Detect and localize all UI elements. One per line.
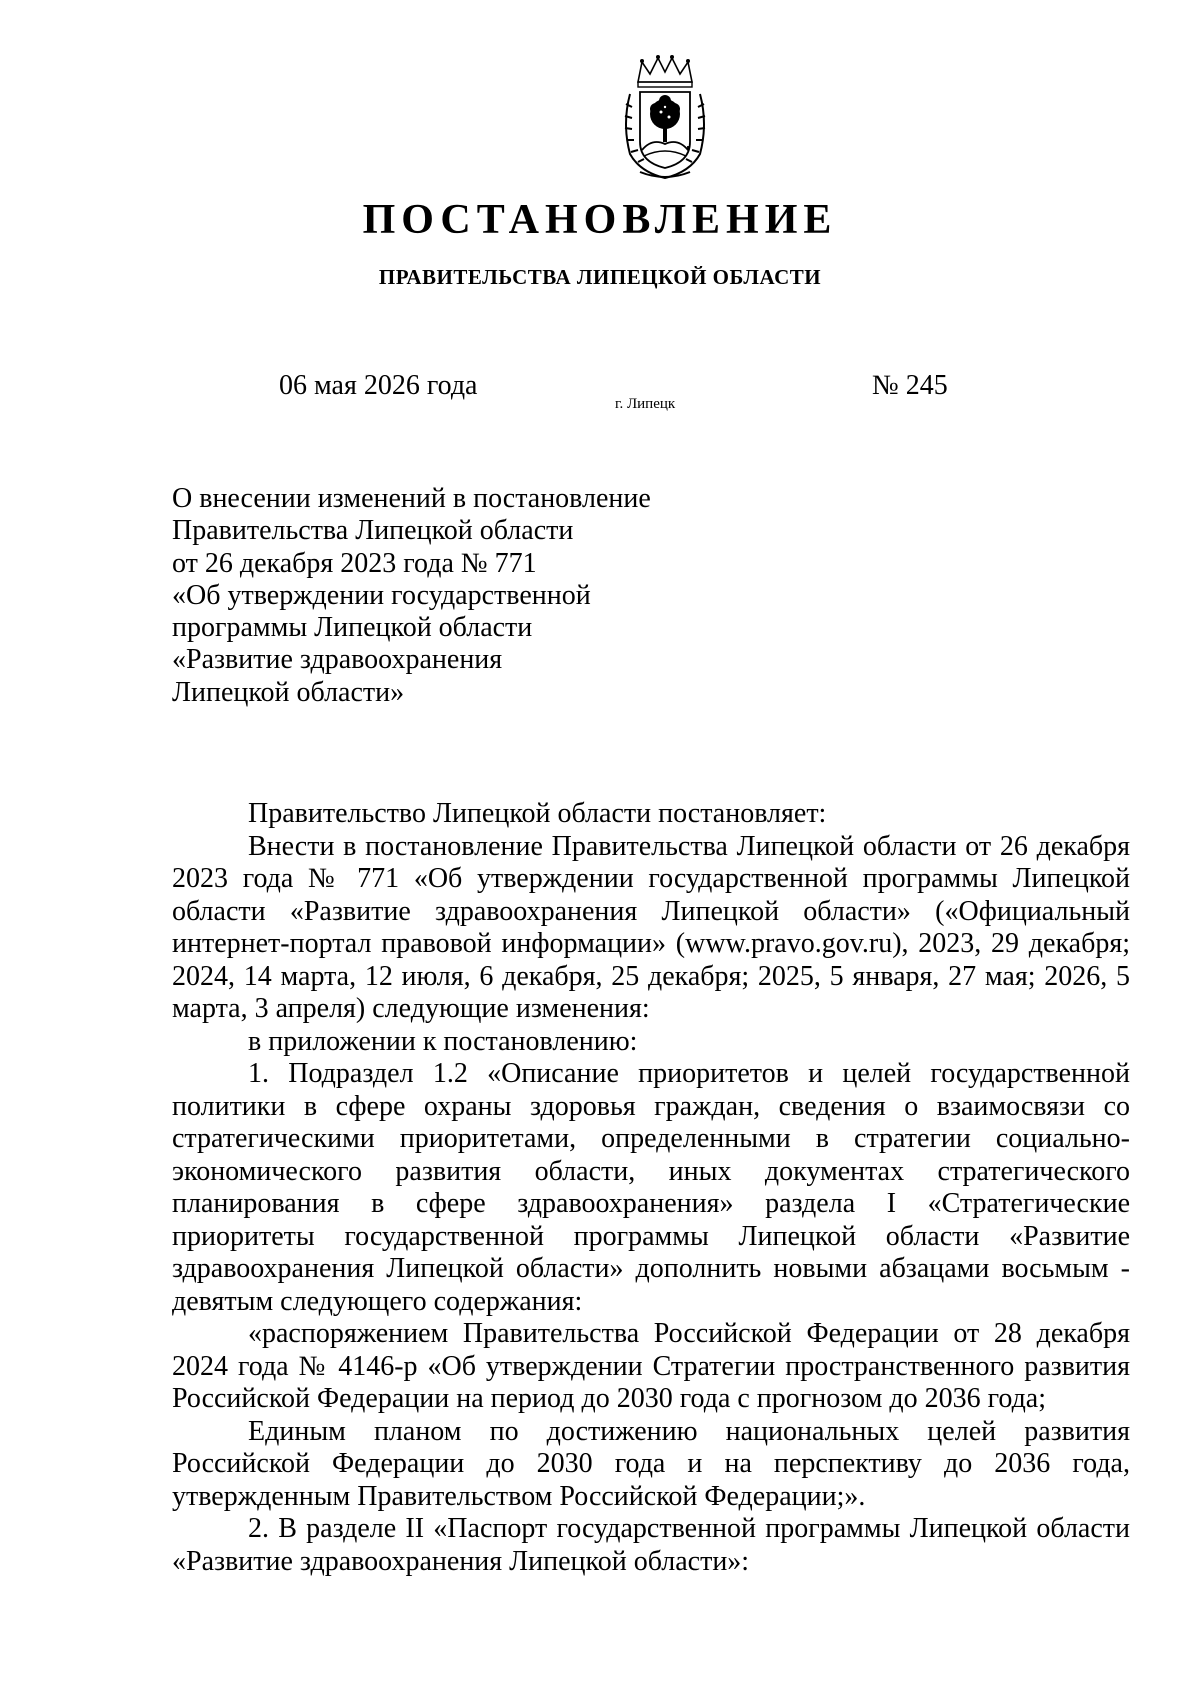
heading-line: Липецкой области» <box>172 676 405 708</box>
coat-of-arms-emblem <box>620 54 710 182</box>
document-place: г. Липецк <box>615 396 676 412</box>
body-paragraph: Внести в постановление Правительства Липецкой области от 26 декабря 2023 года № 771 «Об утверждении государственной программы Липецкой области «Развитие здравоохранения Липецкой области» («Официальный интернет-портал правовой информации» (www.pravo.gov.ru), 2023, 29 декабря; 2024, 14 марта, 12 июля, 6 декабря, 25 декабря; 2025, 5 января, 27 мая; 2026, 5 марта, 3 апреля) следующие изменения: <box>172 830 1130 1024</box>
document-date: 06 мая 2026 года <box>279 370 478 401</box>
document-body <box>172 798 1130 1578</box>
body-paragraph: в приложении к постановлению: <box>248 1025 638 1057</box>
heading-line: от 26 декабря 2023 года № 771 <box>172 547 537 579</box>
body-paragraph: 2. В разделе II «Паспорт государственной программы Липецкой области «Развитие здравоохранения Липецкой области»: <box>172 1513 1130 1577</box>
document-heading <box>172 483 772 709</box>
heading-line: «Об утверждении государственной <box>172 579 591 611</box>
document-number: № 245 <box>872 370 948 401</box>
body-paragraph: 1. Подраздел 1.2 «Описание приоритетов и целей государственной политики в сфере охраны здоровья граждан, сведения о взаимосвязи со стратегическими приоритетами, определенными в стратегии социально-экономического развития области, иных документах стратегического планирования в сфере здравоохранения» раздела I «Стратегические приоритеты государственной программы Липецкой области «Развитие здравоохранения Липецкой области» дополнить новыми абзацами восьмым - девятым следующего содержания: <box>172 1058 1130 1317</box>
heading-line: Правительства Липецкой области <box>172 515 574 547</box>
body-paragraph: Правительство Липецкой области постановляет: <box>248 798 827 829</box>
heading-line: О внесении изменений в постановление <box>172 483 651 514</box>
body-paragraph: «распоряжением Правительства Российской Федерации от 28 декабря 2024 года № 4146-р «Об утверждении Стратегии пространственного развития Российской Федерации на период до 2030 года с прогнозом до 2036 года; <box>172 1318 1130 1414</box>
body-paragraph: Единым планом по достижению национальных целей развития Российской Федерации до 2030 года и на перспективу до 2036 года, утвержденным Правительством Российской Федерации;». <box>172 1415 1130 1512</box>
issuing-authority: ПРАВИТЕЛЬСТВА ЛИПЕЦКОЙ ОБЛАСТИ <box>378 265 822 289</box>
heading-line: «Развитие здравоохранения <box>172 644 503 676</box>
heading-line: программы Липецкой области <box>172 612 533 644</box>
document-title: ПОСТАНОВЛЕНИЕ <box>362 197 838 243</box>
